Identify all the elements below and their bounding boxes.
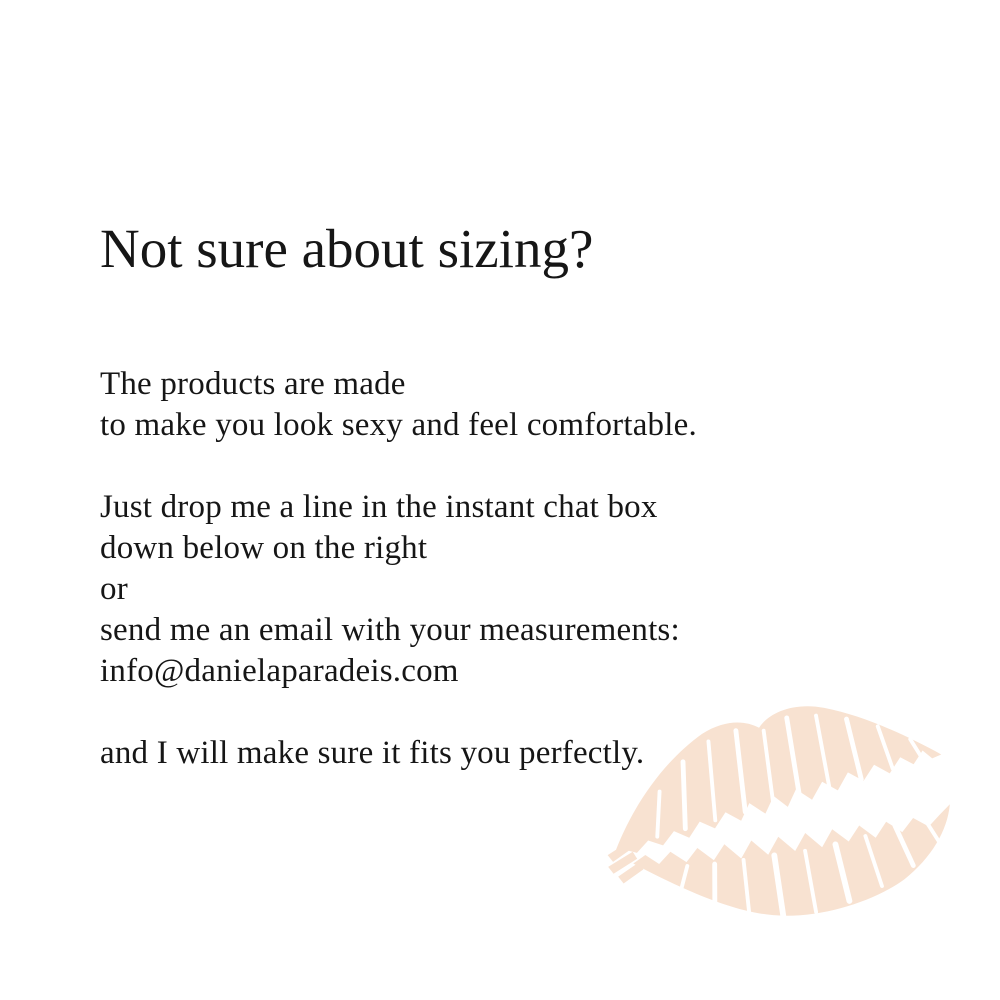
text-line: down below on the right — [100, 530, 428, 566]
text-line: Just drop me a line in the instant chat box — [100, 489, 658, 525]
page-title: Not sure about sizing? — [100, 218, 594, 279]
text-line: send me an email with your measurements: — [100, 612, 680, 648]
text-line: or — [100, 571, 128, 607]
text-line: to make you look sexy and feel comfortable. — [100, 407, 697, 443]
email-address: info@danielaparadeis.com — [100, 653, 459, 689]
paragraph-products — [100, 364, 697, 446]
lipstick-kiss-icon — [598, 672, 986, 944]
paragraph-contact — [100, 487, 697, 692]
text-line: and I will make sure it fits you perfectly. — [100, 735, 645, 771]
text-line: The products are made — [100, 366, 406, 402]
